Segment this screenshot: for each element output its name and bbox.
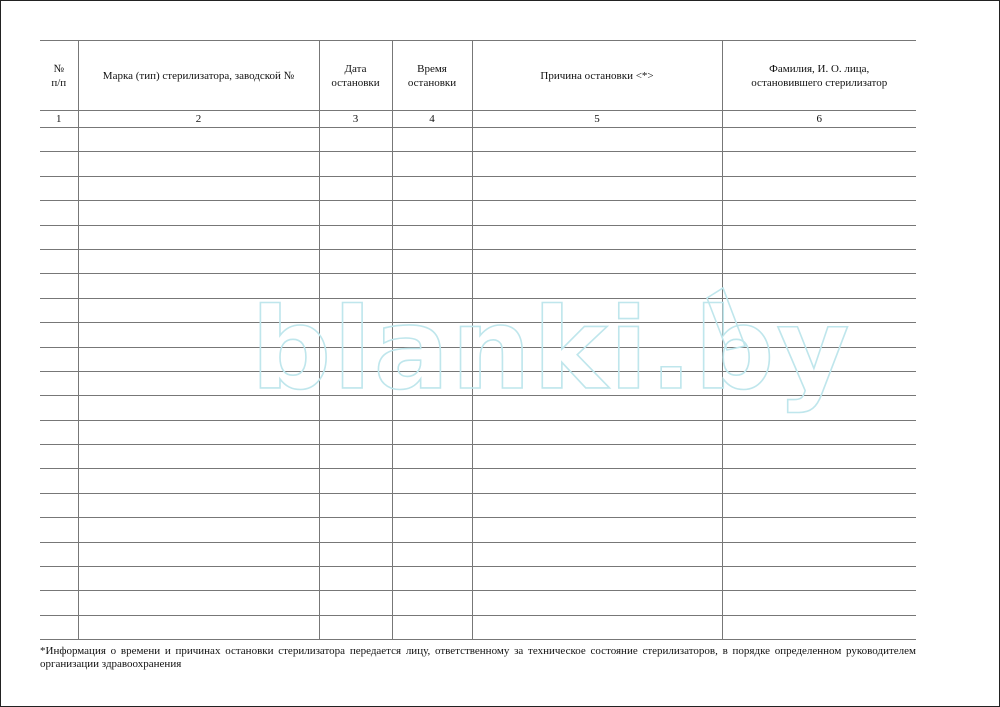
table-cell [392,396,472,420]
table-cell [472,128,722,152]
table-cell [78,225,319,249]
table-cell [40,518,78,542]
table-cell [722,128,916,152]
table-cell [78,542,319,566]
table-cell [40,225,78,249]
table-cell [472,347,722,371]
table-cell [78,567,319,591]
table-cell [722,249,916,273]
table-cell [319,567,392,591]
table-cell [392,128,472,152]
table-row [40,176,916,200]
column-number: 4 [392,111,472,128]
table-cell [392,274,472,298]
table-cell [40,615,78,639]
table-cell [472,567,722,591]
table-cell [40,493,78,517]
table-cell [472,371,722,395]
header-row [40,41,916,111]
table-cell [722,542,916,566]
table-cell [392,567,472,591]
table-cell [722,567,916,591]
table-cell [319,542,392,566]
table-cell [472,518,722,542]
table-cell [319,298,392,322]
table-cell [472,152,722,176]
table-row [40,347,916,371]
table-row [40,152,916,176]
table-cell [40,347,78,371]
table-cell [472,176,722,200]
table-cell [722,469,916,493]
table-cell [78,396,319,420]
table-cell [319,615,392,639]
table-cell [40,152,78,176]
table-body [40,128,916,640]
table-cell [722,493,916,517]
table-row [40,371,916,395]
table-cell [722,420,916,444]
table-cell [392,542,472,566]
table-cell [722,274,916,298]
table-cell [472,469,722,493]
table-cell [472,249,722,273]
table-cell [78,615,319,639]
sterilizer-stop-journal-table [40,40,916,640]
table-row [40,249,916,273]
table-cell [472,420,722,444]
table-cell [78,274,319,298]
table-cell [472,542,722,566]
table-cell [722,225,916,249]
table-cell [78,323,319,347]
table-row [40,542,916,566]
table-cell [78,371,319,395]
table-cell [78,128,319,152]
column-number: 2 [78,111,319,128]
table-cell [319,493,392,517]
table-cell [319,323,392,347]
table-cell [722,347,916,371]
table-cell [722,615,916,639]
table-cell [40,249,78,273]
table-cell [392,152,472,176]
table-row [40,445,916,469]
table-cell [472,493,722,517]
table-cell [392,371,472,395]
table-cell [392,298,472,322]
table-cell [472,396,722,420]
table-cell [78,347,319,371]
table-cell [319,591,392,615]
column-number-row [40,111,916,128]
table-cell [722,176,916,200]
table-cell [78,469,319,493]
table-cell [722,371,916,395]
table-cell [392,323,472,347]
table-cell [472,225,722,249]
table-cell [722,152,916,176]
table-cell [319,396,392,420]
table-row [40,323,916,347]
table-cell [392,518,472,542]
table-cell [722,591,916,615]
table-cell [40,567,78,591]
column-number: 1 [40,111,78,128]
table-cell [40,591,78,615]
table-cell [78,298,319,322]
table-cell [78,420,319,444]
table-cell [392,445,472,469]
header-number: № п/п [40,41,78,111]
table-cell [472,323,722,347]
table-cell [78,249,319,273]
header-stop-date: Дата остановки [319,41,392,111]
table-cell [319,274,392,298]
table-row [40,128,916,152]
table-cell [319,518,392,542]
table-cell [40,201,78,225]
table-cell [78,152,319,176]
table-cell [722,445,916,469]
table-cell [392,591,472,615]
table-cell [40,542,78,566]
table-cell [78,518,319,542]
table-cell [319,225,392,249]
table-row [40,396,916,420]
table-cell [78,176,319,200]
table-row [40,567,916,591]
table-cell [472,591,722,615]
table-cell [78,201,319,225]
header-sterilizer-model: Марка (тип) стерилизатора, заводской № [78,41,319,111]
table-cell [319,469,392,493]
table-cell [319,128,392,152]
table-cell [78,493,319,517]
table-cell [40,298,78,322]
table-row [40,225,916,249]
table-cell [392,225,472,249]
table-cell [319,371,392,395]
table-cell [40,128,78,152]
table-cell [392,420,472,444]
table-cell [40,371,78,395]
table-cell [722,518,916,542]
header-person-name: Фамилия, И. О. лица, остановившего стерилизатор [722,41,916,111]
table-row [40,298,916,322]
table-cell [722,323,916,347]
table-cell [319,445,392,469]
table-cell [319,201,392,225]
table-row [40,469,916,493]
table-row [40,591,916,615]
table-row [40,615,916,639]
table-cell [472,445,722,469]
table-cell [472,298,722,322]
table-cell [472,274,722,298]
table-cell [722,396,916,420]
header-stop-time: Время остановки [392,41,472,111]
table-row [40,493,916,517]
table-cell [78,591,319,615]
table-row [40,420,916,444]
table-cell [319,249,392,273]
table-cell [40,469,78,493]
table-cell [40,420,78,444]
table-cell [319,347,392,371]
table-cell [392,176,472,200]
column-number: 6 [722,111,916,128]
table-row [40,201,916,225]
table-cell [40,176,78,200]
table-cell [392,615,472,639]
table-cell [392,347,472,371]
table-cell [78,445,319,469]
table-cell [40,396,78,420]
table-cell [319,420,392,444]
table-cell [40,323,78,347]
table-cell [392,249,472,273]
column-number: 3 [319,111,392,128]
table-cell [40,274,78,298]
header-stop-reason: Причина остановки <*> [472,41,722,111]
table-cell [40,445,78,469]
table-cell [722,201,916,225]
table-cell [472,201,722,225]
table-row [40,274,916,298]
table-cell [392,469,472,493]
table-cell [392,201,472,225]
table-cell [392,493,472,517]
table-cell [472,615,722,639]
table-cell [319,152,392,176]
column-number: 5 [472,111,722,128]
table-row [40,518,916,542]
table-cell [722,298,916,322]
watermark-text: blanki.by [251,285,852,415]
table-cell [319,176,392,200]
footnote: *Информация о времени и причинах остановки стерилизатора передается лицу, ответственному за техническое состояние стерилизаторов, в порядке определенном руководителем организации здравоохранения [40,645,916,670]
